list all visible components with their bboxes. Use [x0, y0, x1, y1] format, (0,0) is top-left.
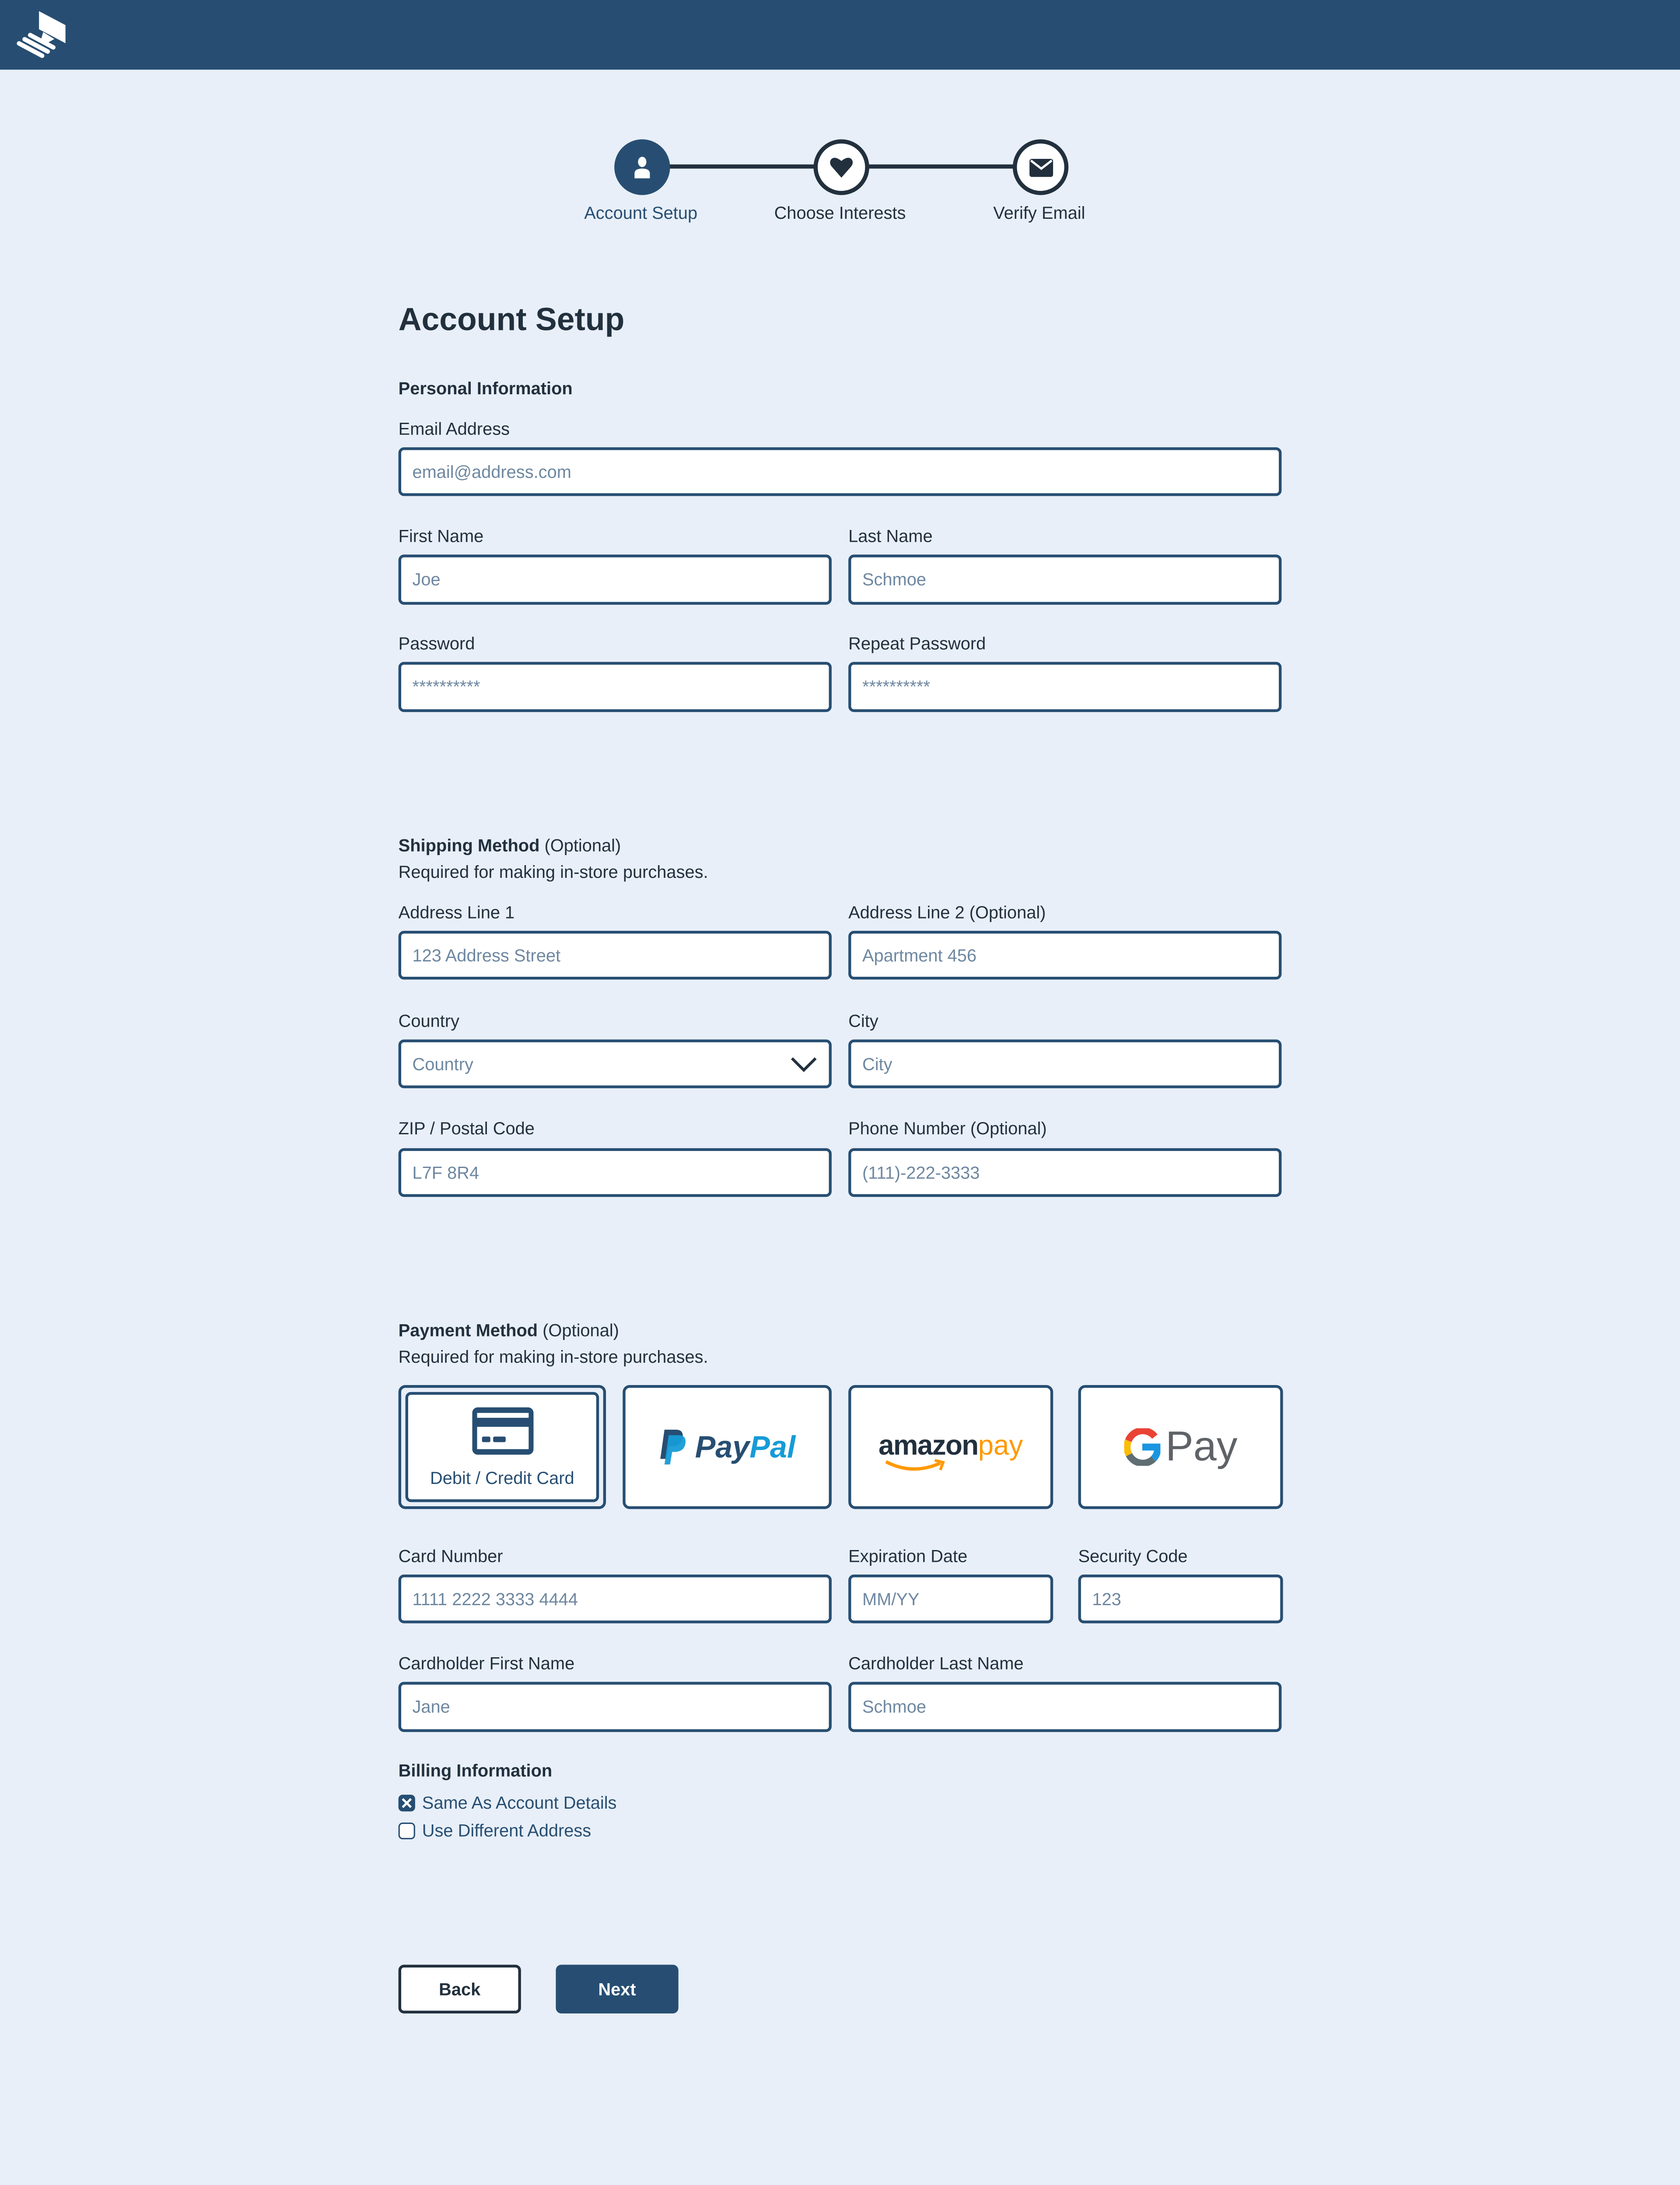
- payment-heading: [399, 1321, 619, 1341]
- password-label: Password: [398, 634, 475, 654]
- cardholder-last-input[interactable]: [848, 1682, 1281, 1732]
- gpay-text: Pay: [1165, 1423, 1238, 1470]
- personal-info-heading: Personal Information: [398, 379, 573, 399]
- payment-option-label: Debit / Credit Card: [430, 1468, 574, 1488]
- credit-card-icon: [472, 1406, 533, 1454]
- zip-label: ZIP / Postal Code: [398, 1119, 535, 1139]
- next-button[interactable]: Next: [556, 1965, 678, 2013]
- google-pay-logo: [1124, 1424, 1237, 1471]
- payment-heading-text: Payment Method: [398, 1321, 538, 1341]
- password-input[interactable]: [399, 662, 832, 712]
- address1-label: Address Line 1: [398, 903, 515, 922]
- chevron-down-icon: [790, 1056, 818, 1072]
- x-mark-icon: [401, 1797, 412, 1808]
- shipping-heading: [399, 836, 621, 856]
- payment-option-paypal[interactable]: [623, 1385, 832, 1509]
- checkbox-label: Use Different Address: [422, 1821, 592, 1841]
- payment-option-google-pay[interactable]: [1078, 1385, 1283, 1509]
- step-label: Verify Email: [993, 203, 1085, 223]
- address1-input[interactable]: [399, 931, 832, 979]
- address2-label: Address Line 2 (Optional): [848, 903, 1046, 922]
- expiration-label: Expiration Date: [848, 1547, 968, 1566]
- cardholder-first-label: Cardholder First Name: [398, 1654, 575, 1674]
- google-g-icon: [1124, 1428, 1160, 1466]
- email-input[interactable]: [399, 447, 1282, 496]
- envelope-icon: [1029, 158, 1052, 176]
- payment-note: Required for making in-store purchases.: [398, 1347, 708, 1367]
- first-name-input[interactable]: [399, 554, 832, 605]
- checkbox-checked[interactable]: [399, 1795, 415, 1811]
- user-icon: [633, 156, 652, 179]
- billing-option-different[interactable]: [399, 1821, 592, 1841]
- payment-option-card[interactable]: [399, 1385, 606, 1509]
- paypal-icon: [659, 1430, 687, 1465]
- email-label: Email Address: [398, 419, 510, 439]
- paypal-text-pal: Pal: [749, 1429, 796, 1464]
- step-account-setup[interactable]: [614, 139, 670, 195]
- paypal-text-pay: Pay: [695, 1429, 750, 1464]
- security-code-label: Security Code: [1078, 1547, 1188, 1566]
- country-select[interactable]: [399, 1039, 832, 1088]
- logo-icon[interactable]: [15, 8, 68, 59]
- step-label: Account Setup: [584, 203, 698, 223]
- city-input[interactable]: [848, 1039, 1281, 1088]
- first-name-label: First Name: [398, 526, 484, 547]
- top-bar: [0, 0, 1680, 70]
- shipping-note: Required for making in-store purchases.: [398, 862, 708, 882]
- repeat-password-label: Repeat Password: [848, 634, 986, 654]
- card-number-label: Card Number: [398, 1547, 503, 1566]
- amazon-pay-logo: [878, 1431, 1023, 1463]
- country-label: Country: [398, 1011, 460, 1031]
- checkbox-label: Same As Account Details: [422, 1793, 617, 1813]
- last-name-label: Last Name: [848, 526, 933, 547]
- step-choose-interests[interactable]: [814, 139, 869, 195]
- phone-label: Phone Number (Optional): [848, 1119, 1047, 1139]
- phone-input[interactable]: [848, 1148, 1281, 1197]
- address2-input[interactable]: [848, 931, 1281, 979]
- billing-option-same[interactable]: [399, 1793, 617, 1813]
- payment-option-amazon-pay[interactable]: [848, 1385, 1053, 1509]
- step-connector: [864, 165, 1017, 169]
- security-code-input[interactable]: [1078, 1575, 1283, 1623]
- page-title: Account Setup: [398, 301, 625, 337]
- amazon-smile-icon: [884, 1459, 948, 1473]
- zip-input[interactable]: [399, 1148, 832, 1197]
- optional-tag: (Optional): [538, 1321, 619, 1341]
- city-label: City: [848, 1011, 878, 1031]
- heart-icon: [829, 156, 854, 179]
- repeat-password-input[interactable]: [848, 662, 1281, 712]
- step-label: Choose Interests: [774, 203, 906, 223]
- shipping-heading-text: Shipping Method: [398, 836, 540, 856]
- checkbox-unchecked[interactable]: [399, 1823, 415, 1839]
- card-number-input[interactable]: [399, 1575, 832, 1623]
- cardholder-first-input[interactable]: [399, 1682, 832, 1732]
- payment-option-card-inner: [406, 1392, 599, 1502]
- back-button[interactable]: Back: [399, 1965, 521, 2013]
- expiration-input[interactable]: [848, 1575, 1053, 1623]
- country-select-value: Country: [412, 1054, 473, 1074]
- last-name-input[interactable]: [848, 554, 1281, 605]
- paypal-logo: [659, 1429, 796, 1465]
- step-connector: [666, 165, 816, 169]
- step-verify-email[interactable]: [1013, 139, 1068, 195]
- amazon-text: amazon: [878, 1431, 978, 1462]
- cardholder-last-label: Cardholder Last Name: [848, 1654, 1024, 1674]
- pay-text: pay: [978, 1431, 1023, 1462]
- optional-tag: (Optional): [539, 836, 621, 856]
- billing-heading: Billing Information: [398, 1761, 553, 1781]
